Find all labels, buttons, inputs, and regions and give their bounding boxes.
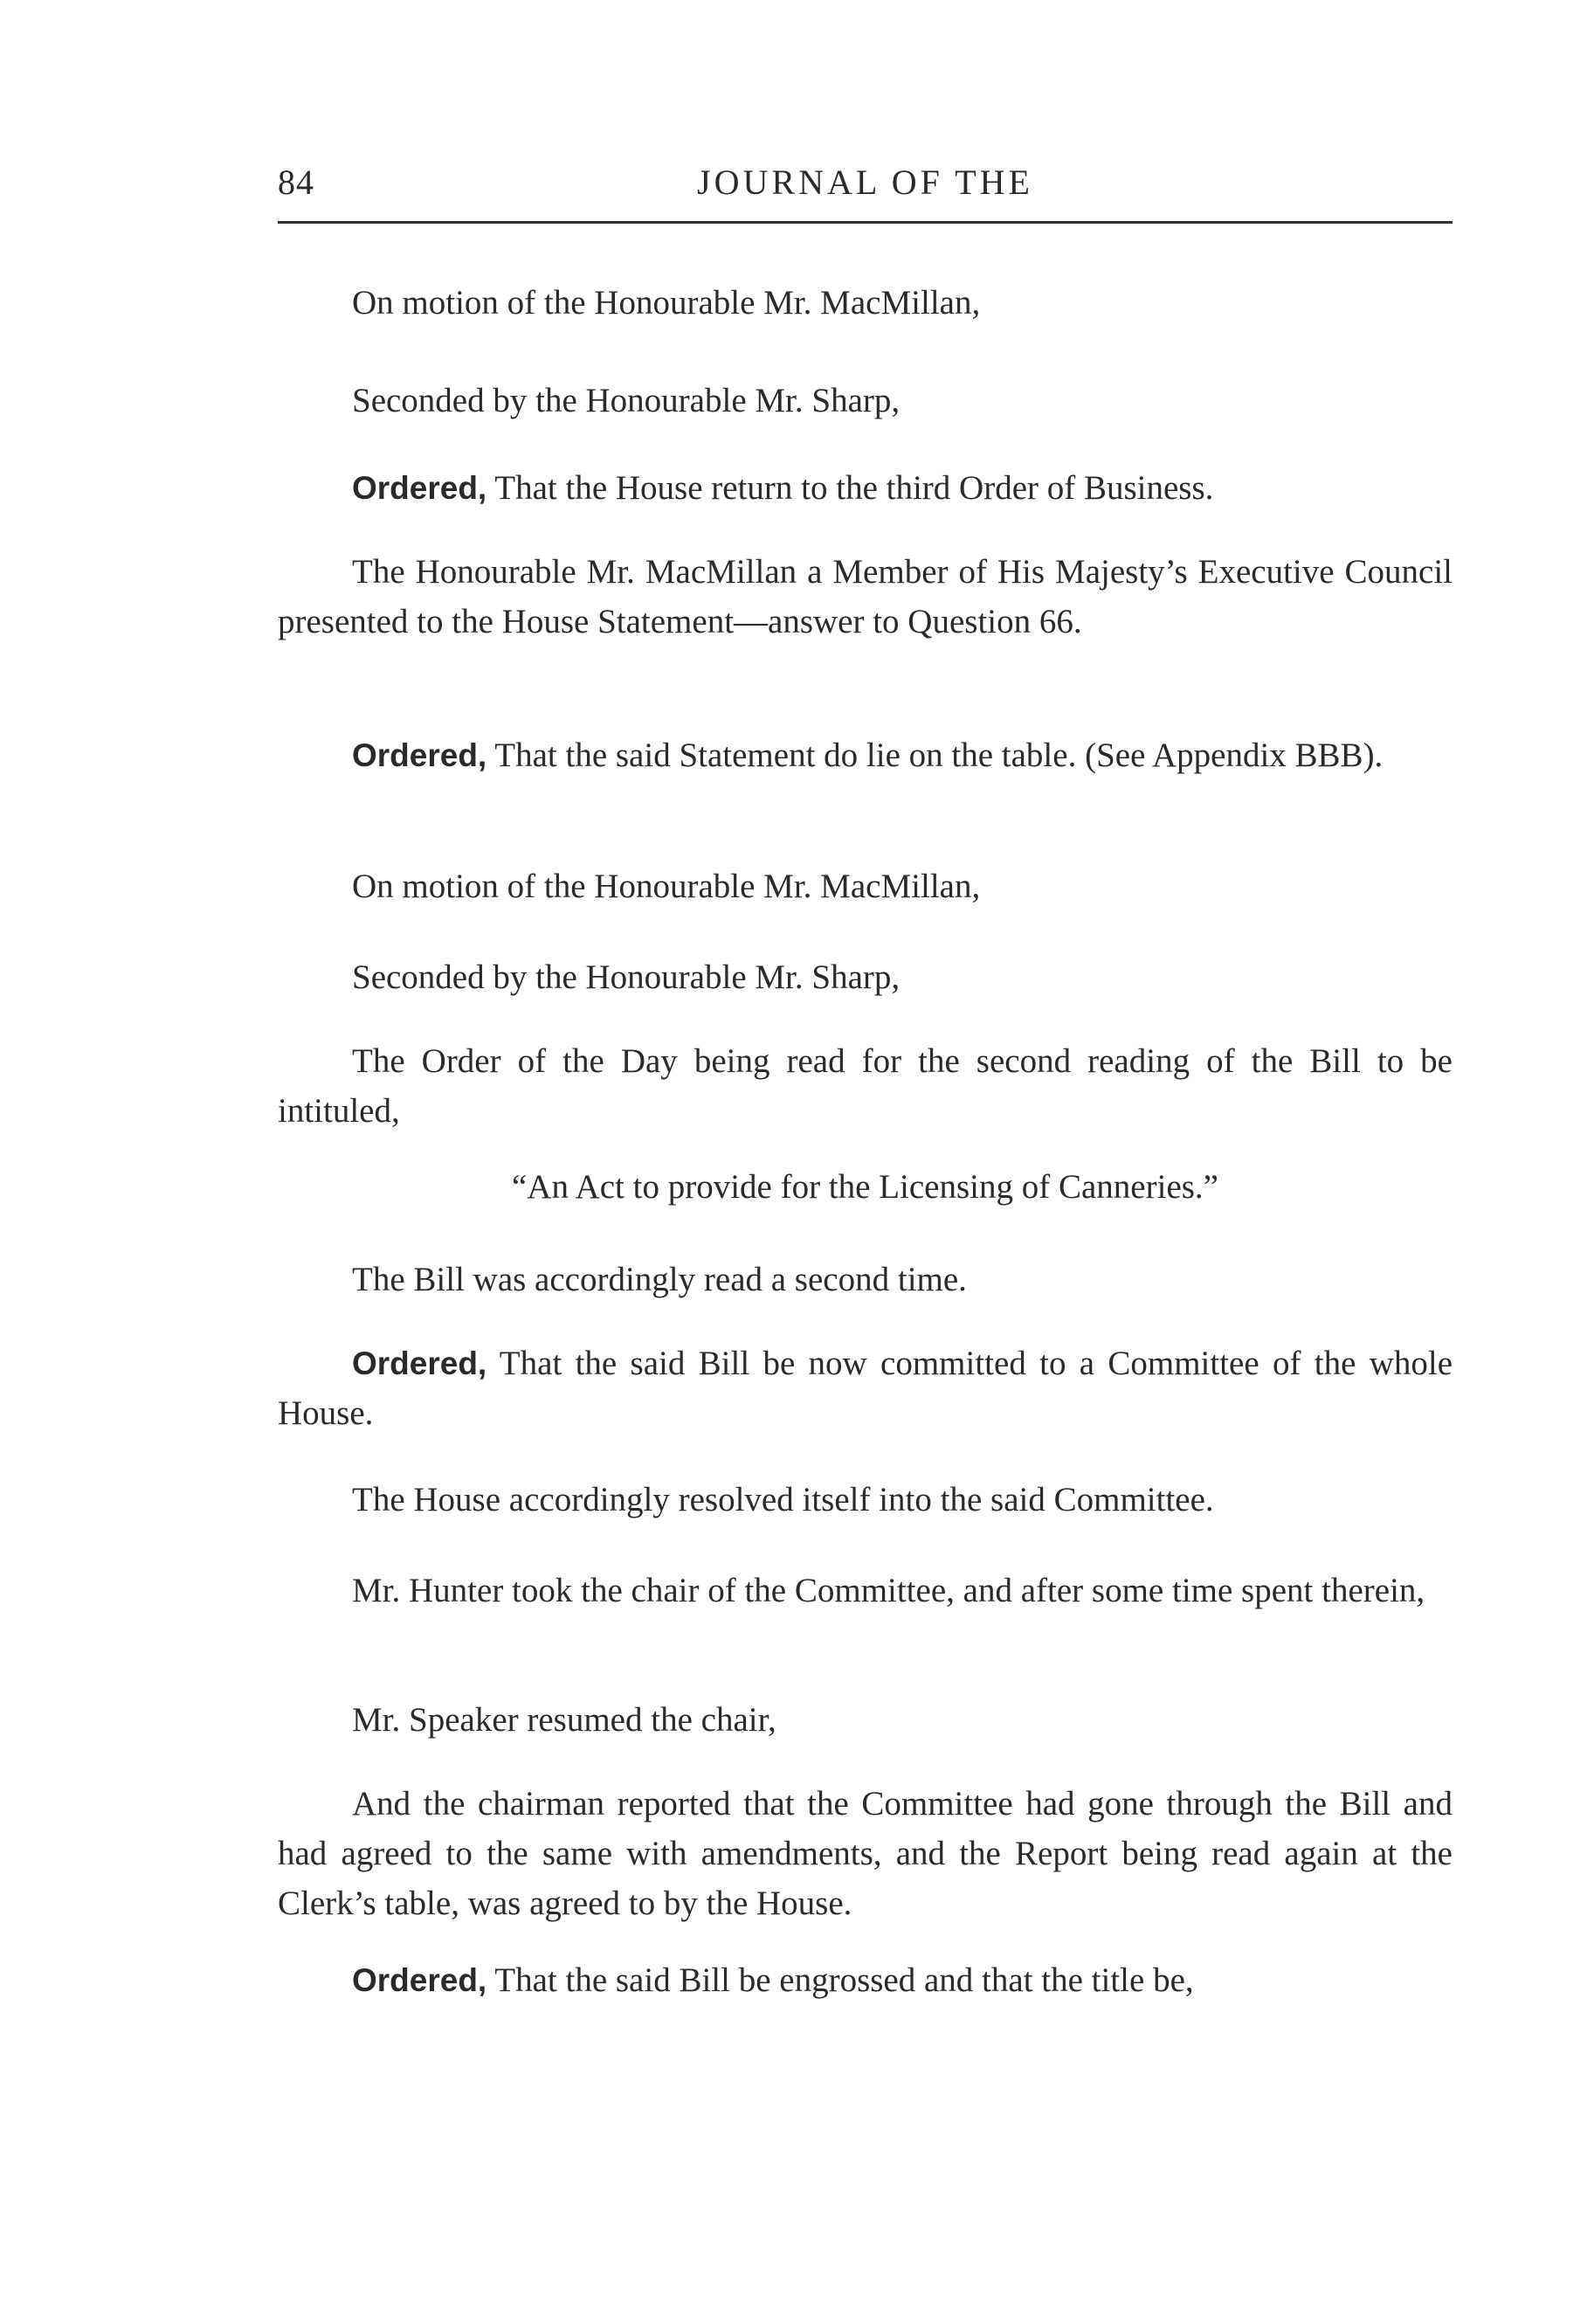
ordered-lead: Ordered,	[352, 470, 487, 506]
paragraph-text: Mr. Hunter took the chair of the Committee, and after some time spent therein,	[352, 1572, 1425, 1609]
seconded-paragraph	[278, 376, 1453, 425]
speaker-paragraph	[278, 1695, 1453, 1745]
paragraph-text: The House accordingly resolved itself into the said Committee.	[352, 1481, 1214, 1518]
paragraph-text: Mr. Speaker resumed the chair,	[352, 1701, 776, 1739]
ordered-lead: Ordered,	[352, 1962, 487, 1998]
paragraph-text: That the said Bill be now committed to a Committee of the whole House.	[278, 1345, 1453, 1432]
bill-title	[278, 1162, 1453, 1212]
ordered-lead: Ordered,	[352, 737, 487, 773]
paragraph-text: The Order of the Day being read for the second reading of the Bill to be intituled,	[278, 1042, 1453, 1130]
order-of-day-paragraph	[278, 1036, 1453, 1136]
paragraph-text: That the said Bill be engrossed and that the title be,	[486, 1961, 1194, 1999]
page-header	[278, 162, 1453, 223]
seconded-paragraph	[278, 952, 1453, 1002]
ordered-paragraph	[278, 1338, 1453, 1438]
paragraph-text: That the House return to the third Order of Business.	[486, 469, 1214, 507]
paragraph-text: On motion of the Honourable Mr. MacMillan,	[352, 284, 981, 322]
paragraph-text: And the chairman reported that the Committee had gone through the Bill and had agreed to the same with amendments, and the Report being read again at the Clerk’s table, was agreed to by the House.	[278, 1785, 1453, 1922]
motion-paragraph	[278, 861, 1453, 911]
paragraph-text: The Honourable Mr. MacMillan a Member of His Majesty’s Executive Council presented to the House Statement—answer to Question 66.	[278, 553, 1453, 640]
statement-paragraph	[278, 547, 1453, 647]
page-number: 84	[278, 163, 314, 202]
ordered-lead: Ordered,	[352, 1345, 487, 1381]
paragraph-text: “An Act to provide for the Licensing of Canneries.”	[511, 1168, 1218, 1206]
ordered-paragraph	[278, 463, 1453, 513]
motion-paragraph	[278, 278, 1453, 328]
paragraph-text: Seconded by the Honourable Mr. Sharp,	[352, 958, 901, 996]
running-head: JOURNAL OF THE	[697, 163, 1033, 202]
report-paragraph	[278, 1779, 1453, 1928]
paragraph-text: That the said Statement do lie on the table. (See Appendix BBB).	[486, 737, 1384, 774]
chair-paragraph	[278, 1566, 1453, 1615]
reading-paragraph	[278, 1255, 1453, 1304]
committee-paragraph	[278, 1475, 1453, 1525]
paragraph-text: The Bill was accordingly read a second time.	[352, 1261, 967, 1298]
ordered-paragraph	[278, 1955, 1453, 2005]
ordered-paragraph	[278, 730, 1453, 780]
header-rule	[278, 221, 1453, 224]
paragraph-text: Seconded by the Honourable Mr. Sharp,	[352, 382, 901, 419]
paragraph-text: On motion of the Honourable Mr. MacMillan,	[352, 868, 981, 905]
